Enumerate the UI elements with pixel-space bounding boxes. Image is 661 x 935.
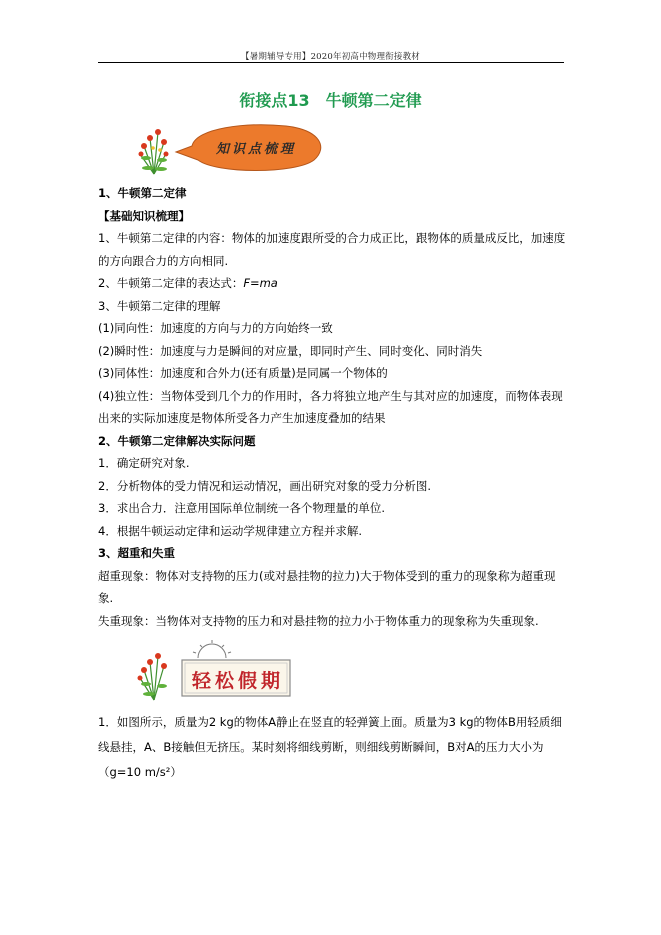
section-1-p7: (4)独立性：当物体受到几个力的作用时，各力将独立地产生与其对应的加速度，而物体表现出来的实际加速度是物体所受各力产生加速度叠加的结果 bbox=[98, 388, 563, 425]
formula-f-ma: F=ma bbox=[243, 276, 278, 290]
holiday-banner-text: 轻松假期 bbox=[192, 670, 285, 692]
knowledge-banner bbox=[136, 118, 336, 176]
section-1-p2-prefix: 2、牛顿第二定律的表达式： bbox=[98, 276, 244, 290]
page-title: 衔接点13 牛顿第二定律 bbox=[239, 91, 422, 110]
section-1-p6: (3)同体性：加速度和合外力(还有质量)是同属一个物体的 bbox=[98, 366, 388, 380]
holiday-banner bbox=[136, 640, 296, 702]
knowledge-banner-text: 知识点梳理 bbox=[216, 142, 297, 157]
page-header: 【暑期辅导专用】2020年初高中物理衔接教材 bbox=[240, 52, 421, 62]
section-1-heading: 1、牛顿第二定律 bbox=[98, 186, 187, 200]
header-divider bbox=[98, 62, 564, 63]
question-1 bbox=[98, 710, 568, 785]
section-2-heading: 2、牛顿第二定律解决实际问题 bbox=[98, 433, 256, 448]
section-2-item: 3．求出合力．注意用国际单位制统一各个物理量的单位. bbox=[98, 501, 385, 515]
section-1-p1: 1、牛顿第二定律的内容：物体的加速度跟所受的合力成正比，跟物体的质量成反比，加速度的方向跟合力的方向相同. bbox=[98, 231, 566, 268]
section-1-p3: 3、牛顿第二定律的理解 bbox=[98, 298, 221, 313]
section-3-p2: 失重现象：当物体对支持物的压力和对悬挂物的拉力小于物体重力的现象称为失重现象. bbox=[98, 613, 539, 628]
section-2-item: 1．确定研究对象. bbox=[98, 456, 190, 470]
question-1-text: 1．如图所示，质量为2 kg的物体A静止在竖直的轻弹簧上面。质量为3 kg的物体B用轻质细线悬挂，A、B接触但无挤压。某时刻将细线剪断，则细线剪断瞬间，B对A的压力大小为（g=10 m/s²） bbox=[98, 715, 562, 779]
section-1-subheading: 【基础知识梳理】 bbox=[98, 208, 190, 223]
section-3-p1: 超重现象：物体对支持物的压力(或对悬挂物的拉力)大于物体受到的重力的现象称为超重现象. bbox=[98, 568, 556, 605]
section-1 bbox=[98, 182, 568, 632]
section-1-p2 bbox=[98, 272, 568, 295]
section-1-p5: (2)瞬时性：加速度与力是瞬间的对应量，即同时产生、同时变化、同时消失 bbox=[98, 343, 483, 358]
section-2-item: 2．分析物体的受力情况和运动情况，画出研究对象的受力分析图. bbox=[98, 478, 431, 493]
section-1-p4: (1)同向性：加速度的方向与力的方向始终一致 bbox=[98, 321, 333, 335]
section-2-item: 4．根据牛顿运动定律和运动学规律建立方程并求解. bbox=[98, 523, 362, 538]
section-3-heading: 3、超重和失重 bbox=[98, 546, 176, 560]
